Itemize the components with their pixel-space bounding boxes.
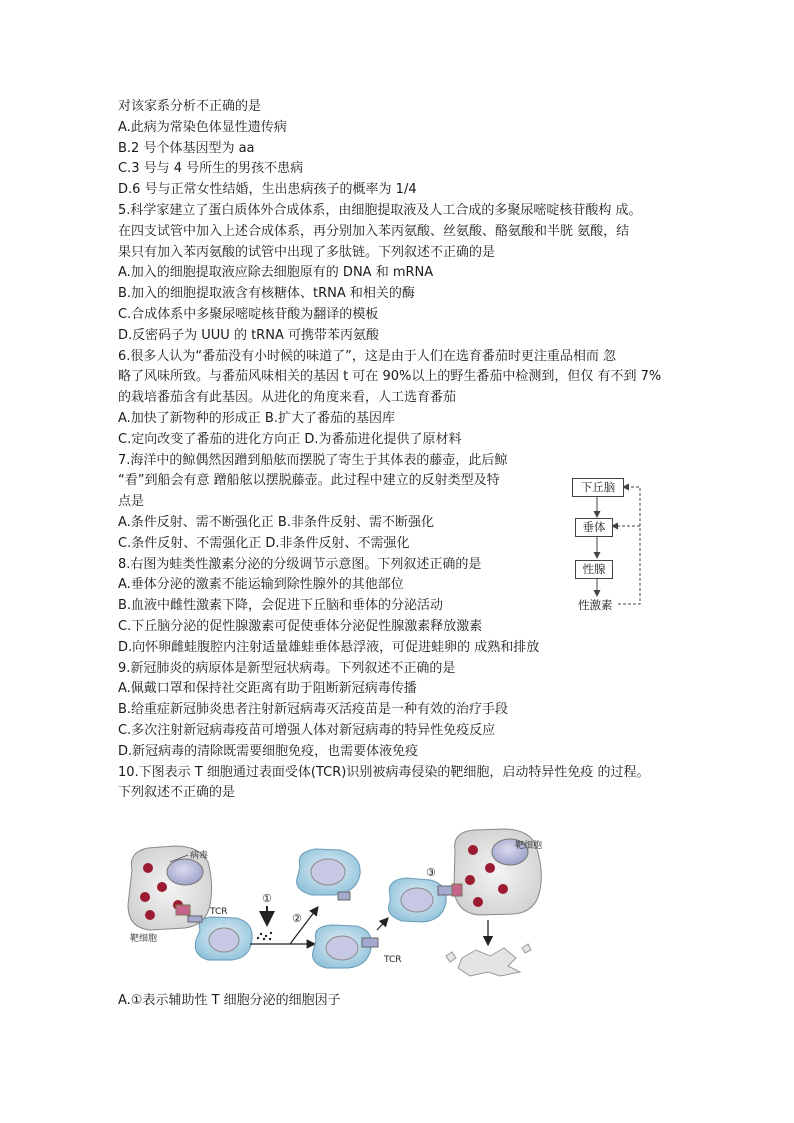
- text-line: D.向怀卵雌蛙腹腔内注射适量雄蛙垂体悬浮液，可促进蛙卵的 成熟和排放: [118, 639, 540, 655]
- text-line: 点是: [118, 494, 145, 510]
- label-target-cell-left: 靶细胞: [130, 934, 158, 944]
- label-step3: ③: [426, 866, 436, 879]
- text-line: C.定向改变了番茄的进化方向正 D.为番茄进化提供了原材料: [118, 431, 462, 447]
- text-line: 9.新冠肺炎的病原体是新型冠状病毒。下列叙述不正确的是: [118, 660, 456, 676]
- text-line: 8.右图为蛙类性激素分泌的分级调节示意图。下列叙述正确的是: [118, 556, 482, 572]
- option-line: A.①表示辅助性 T 细胞分泌的细胞因子: [118, 993, 341, 1008]
- box-gonad: 性腺: [575, 560, 613, 579]
- label-target-cell-right: 靶细胞: [515, 841, 543, 851]
- box-hypothalamus: 下丘脑: [572, 478, 624, 497]
- text-line: A.加入的细胞提取液应除去细胞原有的 DNA 和 mRNA: [118, 265, 434, 281]
- label-tcr-2: TCR: [384, 955, 402, 965]
- label-step2: ②: [292, 912, 302, 925]
- t-cell-4: [389, 878, 455, 922]
- text-line: D.新冠病毒的清除既需要细胞免疫，也需要体液免疫: [118, 743, 419, 759]
- text-line: 10.下图表示 T 细胞通过表面受体(TCR)识别被病毒侵染的靶细胞，启动特异性免疫 的过程。: [118, 764, 650, 780]
- text-line: 的栽培番茄含有此基因。从进化的角度来看，人工选育番茄: [118, 390, 457, 406]
- text-line: C.多次注射新冠病毒疫苗可增强人体对新冠病毒的特异性免疫反应: [118, 723, 496, 738]
- text-line: B.2 号个体基因型为 aa: [118, 140, 255, 156]
- text-line: 下列叙述不正确的是: [118, 785, 236, 801]
- label-sex-hormone: 性激素: [578, 598, 613, 612]
- text-line: B.给重症新冠肺炎患者注射新冠病毒灭活疫苗是一种有效的治疗手段: [118, 702, 509, 718]
- label-step1: ①: [262, 892, 272, 905]
- text-line: B.血液中雌性激素下降，会促进下丘脑和垂体的分泌活动: [118, 598, 444, 614]
- text-line: “看”到船会有意 蹭船舷以摆脱藤壶。此过程中建立的反射类型及特: [118, 473, 500, 489]
- text-line: 果只有加入苯丙氨酸的试管中出现了多肽链。下列叙述不正确的是: [118, 244, 496, 260]
- text-line: 略了风味所致。与番茄风味相关的基因 t 可在 90%以上的野生番茄中检测到，但仅 有不到 7%: [118, 369, 662, 385]
- t-cell-3: [313, 925, 379, 968]
- text-line: A.佩戴口罩和保持社交距离有助于阻断新冠病毒传播: [118, 681, 417, 697]
- lysed-cell: [446, 944, 531, 976]
- text-line: 6.很多人认为“番茄没有小时候的味道了”，这是由于人们在选育番茄时更注重品相而 忽: [118, 348, 617, 364]
- text-line: A.垂体分泌的激素不能运输到除性腺外的其他部位: [118, 577, 404, 593]
- text-line: 对该家系分析不正确的是: [118, 99, 262, 114]
- text-line: D.6 号与正常女性结婚，生出患病孩子的概率为 1/4: [118, 182, 417, 198]
- t-cell-2: [297, 849, 361, 900]
- text-line: 7.海洋中的鲸偶然因蹭到船舷而摆脱了寄生于其体表的藤壶，此后鲸: [118, 452, 508, 468]
- text-line: C.3 号与 4 号所生的男孩不患病: [118, 161, 304, 177]
- label-tcr-1: TCR: [210, 907, 228, 917]
- text-line: C.条件反射、不需强化正 D.非条件反射、不需强化: [118, 535, 410, 551]
- text-line: A.条件反射、需不断强化正 B.非条件反射、需不断强化: [118, 515, 434, 530]
- text-line: C.下丘脑分泌的促性腺激素可促使垂体分泌促性腺激素释放激素: [118, 619, 483, 634]
- cytokine-dots: [257, 932, 272, 940]
- text-line: 在四支试管中加入上述合成体系，再分别加入苯丙氨酸、丝氨酸、酪氨酸和半胱 氨酸，结: [118, 223, 630, 239]
- box-pituitary: 垂体: [575, 518, 613, 537]
- text-line: A.此病为常染色体显性遗传病: [118, 119, 287, 135]
- text-line: C.合成体系中多聚尿嘧啶核苷酸为翻译的模板: [118, 307, 379, 322]
- label-virus: 病毒: [190, 851, 209, 861]
- text-line: A.加快了新物种的形成正 B.扩大了番茄的基因库: [118, 411, 395, 426]
- text-line: D.反密码子为 UUU 的 tRNA 可携带苯丙氨酸: [118, 327, 379, 343]
- text-line: 5.科学家建立了蛋白质体外合成体系，由细胞提取液及人工合成的多聚尿嘧啶核苷酸构 成。: [118, 203, 642, 218]
- text-line: B.加入的细胞提取液含有核糖体、tRNA 和相关的酶: [118, 286, 415, 302]
